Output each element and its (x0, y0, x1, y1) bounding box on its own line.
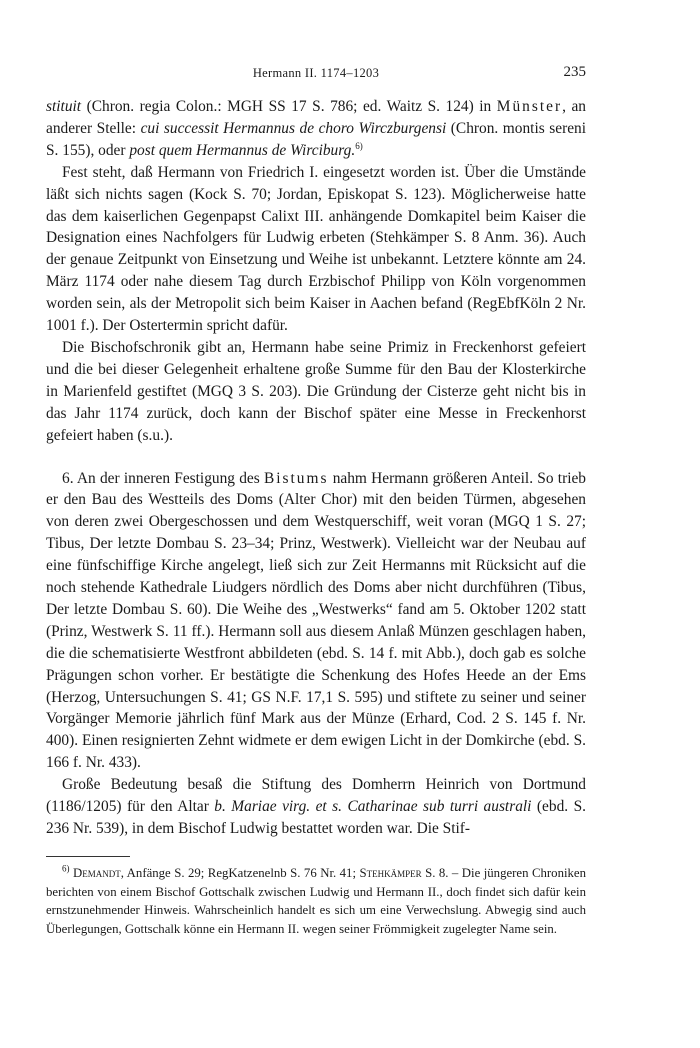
paragraph-foundation (46, 774, 586, 840)
paragraph-section-6 (46, 468, 586, 775)
footnote-marker-paren: ) (66, 863, 70, 874)
paragraph-appointment: Fest steht, daß Hermann von Friedrich I. eingesetzt worden ist. Über die Umstände läßt sich nichts sagen (Kock S. 70; Jordan, Episkopat S. 123). Möglicherweise hatte das dem kaiserlichen Gegenpapst Calixt III. anhängende Domkapitel beim Kaiser die Designation eines Nachfolgers für Ludwig erbeten (Stehkämper S. 8 Anm. 36). Auch der genaue Zeitpunkt von Einsetzung und Weihe ist unbekannt. Letztere könnte am 24. März 1174 oder nahe diesem Tag durch Erzbischof Philipp von Köln vorgenommen worden sein, als der Metropolit sich beim Kaiser in Aachen befand (RegEbfKöln 2 Nr. 1001 f.). Der Ostertermin spricht dafür. (46, 163, 586, 335)
footnote-6 (46, 864, 586, 938)
text-span: S. 8. – Die jüngeren Chroniken berichten von einem Bischof Gottschalk zwischen Ludwig und Hermann II., doch findet sich dafür kein ernstzunehmender Hinweis. Wahrscheinlich handelt es sich um eine Verwechslung. Abwegig sind auch Überlegungen, Gottschalk könne ein Hermann II. wegen seiner Frömmigkeit zugelegter Name sein. (46, 866, 586, 936)
text-span: (ebd. S. 236 Nr. 539), in dem Bischof Ludwig bestattet worden war. Die Stif- (46, 798, 586, 837)
text-span: (Chron. montis sereni S. 155), oder (46, 119, 587, 159)
latin-quote: post quem Hermannus de Wirciburg. (129, 141, 356, 159)
footnote-marker (62, 864, 70, 874)
text-span: Große Bedeutung besaß die Stiftung des Domherrn Heinrich von Dortmund (1186/1205) für den Altar (46, 776, 586, 816)
running-title: Hermann II. 1174–1203 (252, 66, 380, 80)
footnote-marker-number: 6 (62, 863, 67, 874)
paragraph-continuation (46, 96, 586, 162)
latin-term: stituit (46, 98, 82, 115)
author-name: Demandt (72, 866, 121, 880)
latin-quote: cui successit Hermannus de choro Wirczburgensi (140, 119, 447, 137)
text-span: , Anfänge S. 29; RegKatzenelnb S. 76 Nr. 41; (120, 866, 360, 880)
latin-altar-name: b. Mariae virg. et s. Catharinae sub turri australi (214, 798, 532, 816)
footnote-ref-paren: ) (359, 140, 363, 151)
footnote-ref-number: 6 (355, 140, 360, 151)
text-span: , an anderer Stelle: (46, 98, 586, 137)
paragraph-chronicle: Die Bischofschronik gibt an, Hermann habe seine Primiz in Freckenhorst gefeiert und die bei dieser Gelegenheit erhaltene große Summe für den Bau der Klosterkirche in Marienfeld gestiftet (MGQ 3 S. 203). Die Gründung der Cisterze geht nicht bis in das Jahr 1174 zurück, doch kann der Bischof später eine Messe in Freckenhorst gefeiert haben (s.u.). (46, 338, 586, 444)
section-gap (46, 447, 586, 468)
text-span: 6. An der inneren Festigung des (62, 469, 264, 487)
page-number: 235 (563, 64, 586, 80)
author-name: Stehkämper (359, 866, 422, 880)
text-span: (Chron. regia Colon.: MGH SS 17 S. 786; ed. Waitz S. 124) in (81, 98, 497, 115)
place-name-spaced: Münster (496, 98, 563, 115)
text-span: nahm Hermann größeren Anteil. So trieb er den Bau des Westteils des Doms (Alter Chor) mit den beiden Türmen, abgesehen von deren zwei Obergeschossen und dem Westquerschiff, weit voran (MGQ 1 S. 27; Tibus, Der letzte Dombau S. 23–34; Prinz, Westwerk). Vielleicht war der Neubau auf eine fünfschiffige Kirche angelegt, ließ sich zur Zeit Hermanns mit Rücksicht auf die noch stehende Kathedrale Liudgers nördlich des Doms aber nicht durchführen (Tibus, Der letzte Dombau S. 60). Die Weihe des „Westwerks“ fand am 5. Oktober 1202 statt (Prinz, Westwerk S. 11 ff.). Hermann soll aus diesem Anlaß Münzen geschlagen haben, die die schematisierte Westfront abbildeten (ebd. S. 14 f. mit Abb.), doch gab es solche Prägungen schon vorher. Er bestätigte die Schenkung des Hofes Heede an der Ems (Herzog, Untersuchungen S. 41; GS N.F. 17,1 S. 595) und stiftete zu seiner und seiner Vorgänger Memorie jährlich fünf Mark aus der Münze (Erhard, Cod. 2 S. 145 f. Nr. 400). Einen resignierten Zehnt widmete er dem ewigen Licht in der Domkirche (ebd. S. 166 f. Nr. 433). (46, 469, 586, 772)
footnote-reference[interactable] (355, 141, 363, 151)
running-head (46, 64, 586, 84)
body-text (46, 96, 586, 840)
keyword-spaced: Bistums (264, 469, 329, 487)
footnote-divider (46, 856, 130, 857)
